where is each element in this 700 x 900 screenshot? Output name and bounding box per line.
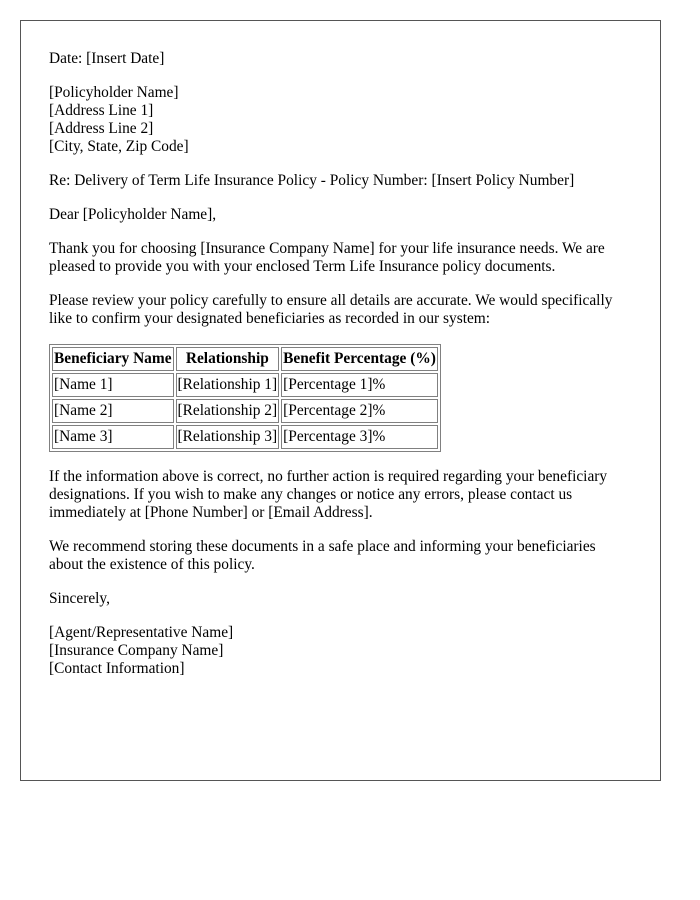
header-relationship: Relationship: [176, 347, 280, 371]
relationship-cell: [Relationship 3]: [176, 425, 280, 449]
relationship-cell: [Relationship 2]: [176, 399, 280, 423]
review-paragraph: Please review your policy carefully to ensure all details are accurate. We would specifically like to confirm your designated beneficiaries as recorded in our system:: [49, 292, 613, 327]
beneficiary-table: [49, 344, 441, 452]
percentage-cell: [Percentage 1]%: [281, 373, 438, 397]
storage-recommendation-paragraph: We recommend storing these documents in a safe place and informing your beneficiaries about the existence of this policy.: [49, 538, 596, 573]
intro-paragraph: Thank you for choosing [Insurance Company Name] for your life insurance needs. We are pleased to provide you with your enclosed Term Life Insurance policy documents.: [49, 240, 605, 275]
closing: Sincerely,: [49, 590, 110, 607]
letter-page: [20, 20, 661, 781]
beneficiary-name-cell: [Name 2]: [52, 399, 174, 423]
recipient-address-line-2: [Address Line 2]: [49, 120, 154, 137]
recipient-address-line-1: [Address Line 1]: [49, 102, 154, 119]
table-row: [52, 373, 438, 397]
header-benefit-percentage: Benefit Percentage (%): [281, 347, 438, 371]
percentage-cell: [Percentage 2]%: [281, 399, 438, 423]
contact-information: [Contact Information]: [49, 660, 185, 677]
agent-name: [Agent/Representative Name]: [49, 624, 234, 641]
subject-line: Re: Delivery of Term Life Insurance Policy - Policy Number: [Insert Policy Number]: [49, 172, 575, 189]
recipient-city-state-zip: [City, State, Zip Code]: [49, 138, 189, 155]
company-name: [Insurance Company Name]: [49, 642, 224, 659]
header-beneficiary-name: Beneficiary Name: [52, 347, 174, 371]
table-row: [52, 425, 438, 449]
confirmation-paragraph: If the information above is correct, no further action is required regarding your beneficiary designations. If you wish to make any changes or notice any errors, please contact us immediately at [Phone Number] or [Email Address].: [49, 468, 608, 521]
salutation: Dear [Policyholder Name],: [49, 206, 217, 223]
table-row: [52, 399, 438, 423]
percentage-cell: [Percentage 3]%: [281, 425, 438, 449]
table-header-row: [52, 347, 438, 371]
relationship-cell: [Relationship 1]: [176, 373, 280, 397]
beneficiary-name-cell: [Name 1]: [52, 373, 174, 397]
signature-block: [49, 624, 632, 678]
date-line: Date: [Insert Date]: [49, 50, 165, 67]
beneficiary-name-cell: [Name 3]: [52, 425, 174, 449]
recipient-address-block: [49, 84, 632, 156]
recipient-name: [Policyholder Name]: [49, 84, 179, 101]
